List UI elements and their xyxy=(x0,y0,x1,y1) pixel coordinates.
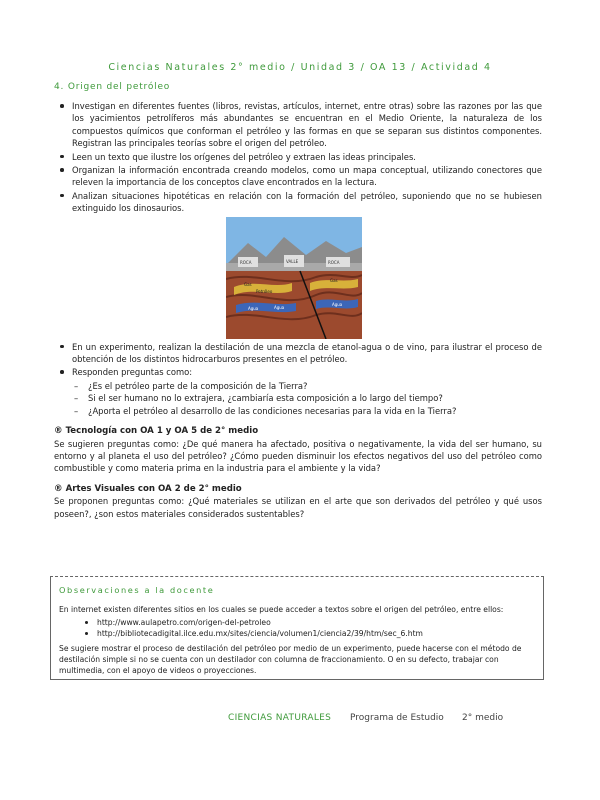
section-title: 4. Origen del petróleo xyxy=(54,82,171,92)
footer-subject: CIENCIAS NATURALES xyxy=(228,713,332,723)
question-item: – ¿Es el petróleo parte de la composición de la Tierra? xyxy=(88,380,542,392)
tech-connection-title: ® Tecnología con OA 1 y OA 5 de 2° medio xyxy=(54,426,259,437)
page-header-title: Ciencias Naturales 2° medio / Unidad 3 / OA 13 / Actividad 4 xyxy=(108,62,492,73)
figure-label: Petróleo xyxy=(256,288,273,294)
question-list xyxy=(54,380,542,417)
footer-grade: 2° medio xyxy=(462,713,504,723)
figure-label: Gas xyxy=(330,277,338,283)
oil-formation-figure xyxy=(226,217,362,339)
figure-label: Agua xyxy=(248,305,259,311)
question-item: – Si el ser humano no lo extrajera, ¿cambiaría esta composición a lo largo del tiempo? xyxy=(88,392,542,404)
resource-link[interactable]: http://www.aulapetro.com/origen-del-petroleo xyxy=(97,617,535,628)
observations-note: Se sugiere mostrar el proceso de destilación del petróleo por medio de un experimento, puede hacerse con el método de destilación simple si no se cuenta con un destilador con columna de fraccionamiento. O en su defecto, trabajar con multimedia, con el apoyo de videos o proyecciones. xyxy=(59,644,522,675)
list-item: Investigan en diferentes fuentes (libros, revistas, artículos, internet, entre otras) sobre las razones por las que los yacimientos petrolíferos más abundantes se encuentran en el Medio Oriente, la naturaleza de los compuestos químicos que conforman el petróleo y las formas en que se separan sus distintos componentes. Registran las principales teorías sobre el origen del petróleo. xyxy=(72,101,542,149)
resource-link[interactable]: http://bibliotecadigital.ilce.edu.mx/sites/ciencia/volumen1/ciencia2/39/htm/sec_6.htm xyxy=(97,628,535,639)
observations-title: Observaciones a la docente xyxy=(59,585,215,595)
arts-connection-text: Se proponen preguntas como: ¿Qué materiales se utilizan en el arte que son derivados del petróleo y qué usos poseen?, ¿son estos materiales considerados sustentables? xyxy=(54,496,542,519)
list-item: Leen un texto que ilustre los orígenes del petróleo y extraen las ideas principales. xyxy=(72,151,542,163)
list-item: Analizan situaciones hipotéticas en relación con la formación del petróleo, suponiendo que no se hubiesen extinguido los dinosaurios. xyxy=(72,190,542,214)
teacher-observations-box xyxy=(50,576,544,680)
list-item: Responden preguntas como: xyxy=(72,366,542,378)
figure-label: Agua xyxy=(332,301,343,307)
observations-links xyxy=(59,617,535,639)
list-item: En un experimento, realizan la destilación de una mezcla de etanol-agua o de vino, para ilustrar el proceso de obtención de los distintos hidrocarburos presentes en el petróleo. xyxy=(72,341,542,365)
activity-list-b xyxy=(54,341,542,379)
activity-content xyxy=(54,100,542,520)
tech-connection-text: Se sugieren preguntas como: ¿De qué manera ha afectado, positiva o negativamente, la vida del ser humano, su entorno y al planeta el uso del petróleo? ¿Cómo pueden disminuir los efectos negativos del uso del petróleo como combustible y como materia prima en la industria para el ambiente y la vida? xyxy=(54,438,542,474)
arts-connection-title: ® Artes Visuales con OA 2 de 2° medio xyxy=(54,483,242,494)
activity-list-a xyxy=(54,100,542,215)
figure-label: Agua xyxy=(274,304,285,310)
question-item: – ¿Aporta el petróleo al desarrollo de las condiciones necesarias para la vida en la Tierra? xyxy=(88,405,542,417)
figure-label: Gas xyxy=(244,281,252,287)
list-item: Organizan la información encontrada creando modelos, como un mapa conceptual, utilizando conectores que releven la importancia de los conceptos clave encontrados en la lectura. xyxy=(72,165,542,188)
observations-intro: En internet existen diferentes sitios en los cuales se puede acceder a textos sobre el origen del petróleo, entre ellos: xyxy=(59,605,504,614)
footer-program: Programa de Estudio xyxy=(350,713,444,723)
figure-label: VALLE xyxy=(286,258,299,264)
figure-label: ROCA xyxy=(328,259,340,265)
figure-label: ROCA xyxy=(240,259,252,265)
